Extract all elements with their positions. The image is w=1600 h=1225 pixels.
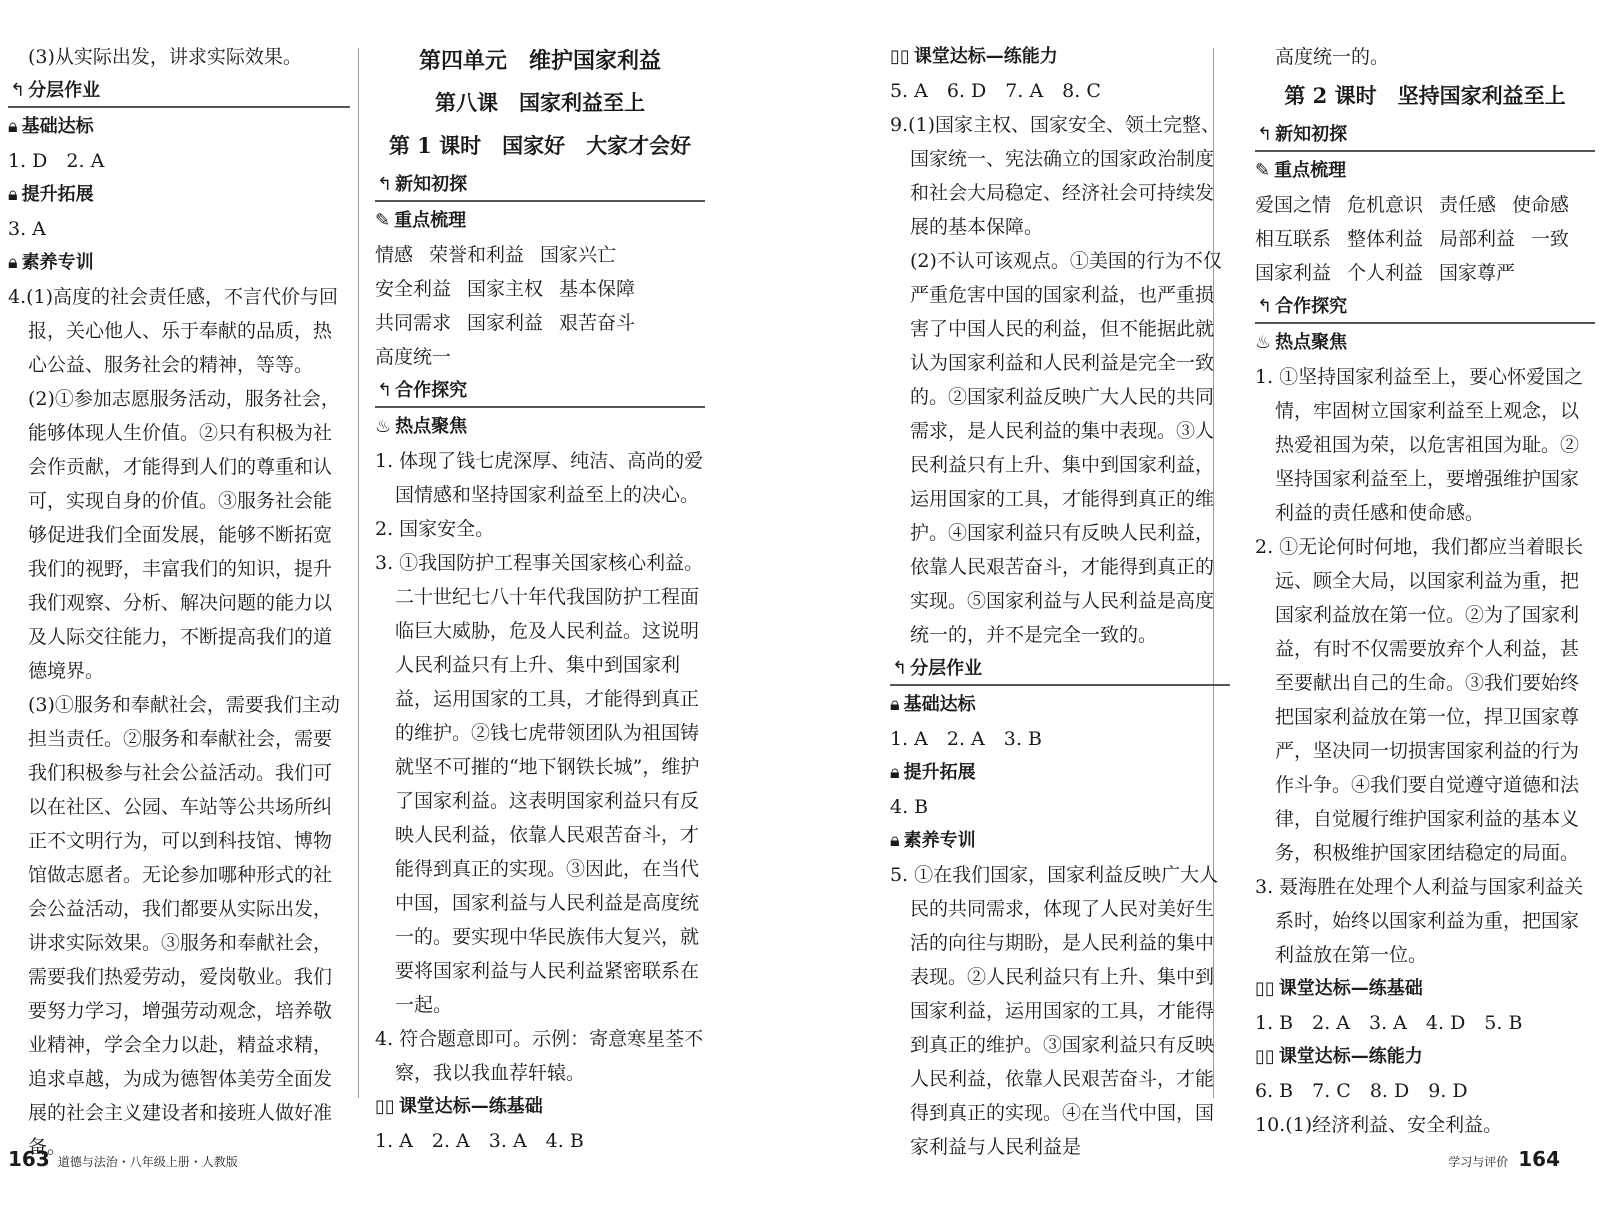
subsection-key-points [1255,154,1595,188]
period-title: 第 2 课时 坚持国家利益至上 [1284,83,1566,108]
book-icon: ▯▯ [890,46,910,67]
column-divider-left [358,48,359,1098]
section-layered-homework [890,654,1230,686]
subsection-class-basic [375,1090,705,1124]
section-title: 分层作业 [910,658,983,679]
term: 相互联系 [1255,228,1332,250]
answer-paragraph: 3. 聂海胜在处理个人利益与国家利益关系时，始终以国家利益为重，把国家利益放在第一位。 [1255,876,1584,966]
subsection-title: 热点聚焦 [1275,332,1348,353]
term: 荣誉和利益 [429,244,525,266]
subsection-extend [890,756,1230,790]
subsection-basic [8,110,350,144]
pen-icon: ✎ [1255,160,1271,181]
section-title: 合作探究 [1275,296,1348,317]
answer-paragraph: 1. 体现了钱七虎深厚、纯洁、高尚的爱国情感和坚持国家利益至上的决心。 [375,450,704,506]
subsection-title: 基础达标 [21,116,94,137]
term: 局部利益 [1439,228,1516,250]
subsection-hot-topics [375,410,705,444]
lock-icon: 🔒︎ [8,116,18,137]
subsection-title: 课堂达标—练基础 [398,1096,543,1117]
term: 爱国之情 [1255,194,1332,216]
answer-line: 1. A 2. A 3. B [890,728,1042,750]
page-163-column-1 [8,40,350,1164]
answer-paragraph: 4. 符合题意即可。示例：寄意寒星荃不察，我以我血荐轩辕。 [375,1028,704,1084]
book-icon: ▯▯ [375,1096,395,1117]
section-layered-homework [8,76,350,108]
subsection-class-ability [1255,1040,1595,1074]
subsection-title: 重点梳理 [1274,160,1347,181]
continued-line: 高度统一的。 [1274,46,1389,68]
fire-icon: ♨ [1255,332,1272,353]
section-marker-icon: ↰ [377,380,393,401]
section-marker-icon: ↰ [377,174,393,195]
term: 基本保障 [559,278,636,300]
answer-paragraph: (3)①服务和奉献社会，需要我们主动担当责任。②服务和奉献社会，需要我们积极参与社会公益活动。我们可以在社区、公园、车站等公共场所纠正不文明行为，可以到科技馆、博物馆做志愿者。无论参加哪种形式的社会公益活动，我们都要从实际出发，讲求实际效果。③服务和奉献社会，需要我们热爱劳动，爱岗敬业。我们要努力学习，增强劳动观念，培养敬业精神，学会全力以赴，精益求精，追求卓越，为成为德智体美劳全面发展的社会主义建设者和接班人做好准备。 [27,694,340,1158]
subsection-title: 课堂达标—练能力 [1278,1046,1423,1067]
subsection-extend [8,178,350,212]
term: 使命感 [1512,194,1570,216]
lock-icon: 🔒︎ [8,184,18,205]
answer-paragraph: 10.(1)经济利益、安全利益。 [1255,1114,1503,1136]
term: 国家兴亡 [540,244,617,266]
subsection-title: 课堂达标—练基础 [1278,978,1423,999]
subsection-title: 课堂达标—练能力 [913,46,1058,67]
page-number-left: 163 [8,1147,50,1171]
subsection-title: 基础达标 [903,694,976,715]
section-cooperation [1255,292,1595,324]
section-marker-icon: ↰ [1257,124,1273,145]
key-terms [1255,188,1595,290]
term: 责任感 [1439,194,1497,216]
answer-paragraph: 1. ①坚持国家利益至上，要心怀爱国之情，牢固树立国家利益至上观念，以热爱祖国为荣，以危害祖国为耻。②坚持国家利益至上，要增强维护国家利益的责任感和使命感。 [1255,366,1584,524]
footer-right [1440,1142,1560,1179]
subsection-title: 热点聚焦 [395,416,468,437]
lock-icon: 🔒︎ [890,694,900,715]
answer-line: 5. A 6. D 7. A 8. C [890,80,1101,102]
key-terms [375,238,705,374]
answer-line: 1. A 2. A 3. A 4. B [375,1130,584,1152]
term: 危机意识 [1347,194,1424,216]
subsection-literacy [890,824,1230,858]
section-title: 新知初探 [395,174,468,195]
answer-line: 4. B [890,796,929,818]
answer-paragraph: 3. ①我国防护工程事关国家核心利益。二十世纪七八十年代我国防护工程面临巨大威胁，危及人民利益。这说明人民利益只有上升、集中到国家利益，运用国家的工具，才能得到真正的维护。②钱七虎带领团队为祖国铸就坚不可摧的“地下钢铁长城”，维护了国家利益。这表明国家利益只有反映人民利益，依靠人民艰苦奋斗，才能得到真正的实现。③因此，在当代中国，国家利益与人民利益是高度统一的。要实现中华民族伟大复兴，就要将国家利益与人民利益紧密联系在一起。 [375,552,704,1016]
section-marker-icon: ↰ [892,658,908,679]
answer-paragraph: 2. ①无论何时何地，我们都应当着眼长远、顾全大局，以国家利益为重，把国家利益放在第一位。②为了国家利益，有时不仅需要放弃个人利益，甚至要献出自己的生命。③我们要始终把国家利益放在第一位，捍卫国家尊严，坚决同一切损害国家利益的行为作斗争。④我们要自觉遵守道德和法律，自觉履行维护国家利益的基本义务，积极维护国家团结稳定的局面。 [1255,536,1584,864]
answer-paragraph: 5. ①在我们国家，国家利益反映广大人民的共同需求，体现了人民对美好生活的向往与期盼，是人民利益的集中表现。②人民利益只有上升、集中到国家利益，运用国家的工具，才能得到真正的维护。③国家利益只有反映人民利益，依靠人民艰苦奋斗，才能得到真正的实现。④在当代中国，国家利益与人民利益是 [890,864,1219,1158]
subsection-basic [890,688,1230,722]
section-cooperation [375,376,705,408]
intro-line: (3)从实际出发，讲求实际效果。 [27,46,302,68]
answer-line: 6. B 7. C 8. D 9. D [1255,1080,1468,1102]
page-164-column-1 [890,40,1230,1164]
lock-icon: 🔒︎ [890,830,900,851]
answer-paragraph: (2)①参加志愿服务活动，服务社会，能够体现人生价值。②只有积极为社会作贡献，才能得到人们的尊重和认可，实现自身的价值。③服务社会能够促进我们全面发展，能够不断拓宽我们的视野，丰富我们的知识，提升我们观察、分析、解决问题的能力以及人际交往能力，不断提高我们的道德境界。 [27,388,340,682]
answer-paragraph: 4.(1)高度的社会责任感，不言代价与回报，关心他人、乐于奉献的品质，热心公益、服务社会的精神，等等。 [8,286,339,376]
term: 个人利益 [1347,262,1424,284]
subsection-class-ability [890,40,1230,74]
pen-icon: ✎ [375,210,391,231]
page-164-column-2 [1255,40,1595,1142]
subsection-class-basic [1255,972,1595,1006]
term: 国家利益 [467,312,544,334]
section-title: 新知初探 [1275,124,1348,145]
book-icon: ▯▯ [1255,1046,1275,1067]
term: 共同需求 [375,312,452,334]
book-icon: ▯▯ [1255,978,1275,999]
answer-line: 3. A [8,218,46,240]
period-title: 第 1 课时 国家好 大家才会好 [388,133,692,158]
term: 安全利益 [375,278,452,300]
subsection-literacy [8,246,350,280]
section-title: 分层作业 [28,80,101,101]
series-title: 学习与评价 [1448,1155,1509,1169]
page-163-column-2 [375,40,705,1158]
subsection-hot-topics [1255,326,1595,360]
book-title: 道德与法治・八年级上册・人教版 [57,1155,238,1169]
subsection-title: 重点梳理 [394,210,467,231]
subsection-title: 提升拓展 [21,184,94,205]
term: 国家主权 [467,278,544,300]
answer-paragraph: (2)不认可该观点。①美国的行为不仅严重危害中国的国家利益，也严重损害了中国人民的利益，但不能据此就认为国家利益和人民利益是完全一致的。②国家利益反映广大人民的共同需求，是人民利益的集中表现。③人民利益只有上升、集中到国家利益，运用国家的工具，才能得到真正的维护。④国家利益只有反映人民利益，依靠人民艰苦奋斗，才能得到真正的实现。⑤国家利益与人民利益是高度统一的，并不是完全一致的。 [909,250,1222,646]
term: 一致 [1531,228,1570,250]
term: 艰苦奋斗 [559,312,636,334]
answer-paragraph: 2. 国家安全。 [375,518,495,540]
subsection-title: 素养专训 [21,252,94,273]
subsection-title: 提升拓展 [903,762,976,783]
term: 情感 [375,244,414,266]
answer-line: 1. D 2. A [8,150,105,172]
lock-icon: 🔒︎ [8,252,18,273]
fire-icon: ♨ [375,416,392,437]
subsection-key-points [375,204,705,238]
footer-left [8,1142,238,1179]
lock-icon: 🔒︎ [890,762,900,783]
term: 整体利益 [1347,228,1424,250]
page-number-right: 164 [1518,1147,1560,1171]
answer-paragraph: 9.(1)国家主权、国家安全、领土完整、国家统一、宪法确立的国家政治制度和社会大局稳定、经济社会可持续发展的基本保障。 [890,114,1221,238]
answer-line: 1. B 2. A 3. A 4. D 5. B [1255,1012,1523,1034]
section-new-knowledge [375,170,705,202]
unit-title: 第四单元 维护国家利益 [418,48,661,74]
section-title: 合作探究 [395,380,468,401]
term: 高度统一 [375,346,452,368]
section-marker-icon: ↰ [1257,296,1273,317]
term: 国家尊严 [1439,262,1516,284]
term: 国家利益 [1255,262,1332,284]
subsection-title: 素养专训 [903,830,976,851]
section-new-knowledge [1255,120,1595,152]
section-marker-icon: ↰ [10,80,26,101]
lesson-title: 第八课 国家利益至上 [435,90,645,115]
